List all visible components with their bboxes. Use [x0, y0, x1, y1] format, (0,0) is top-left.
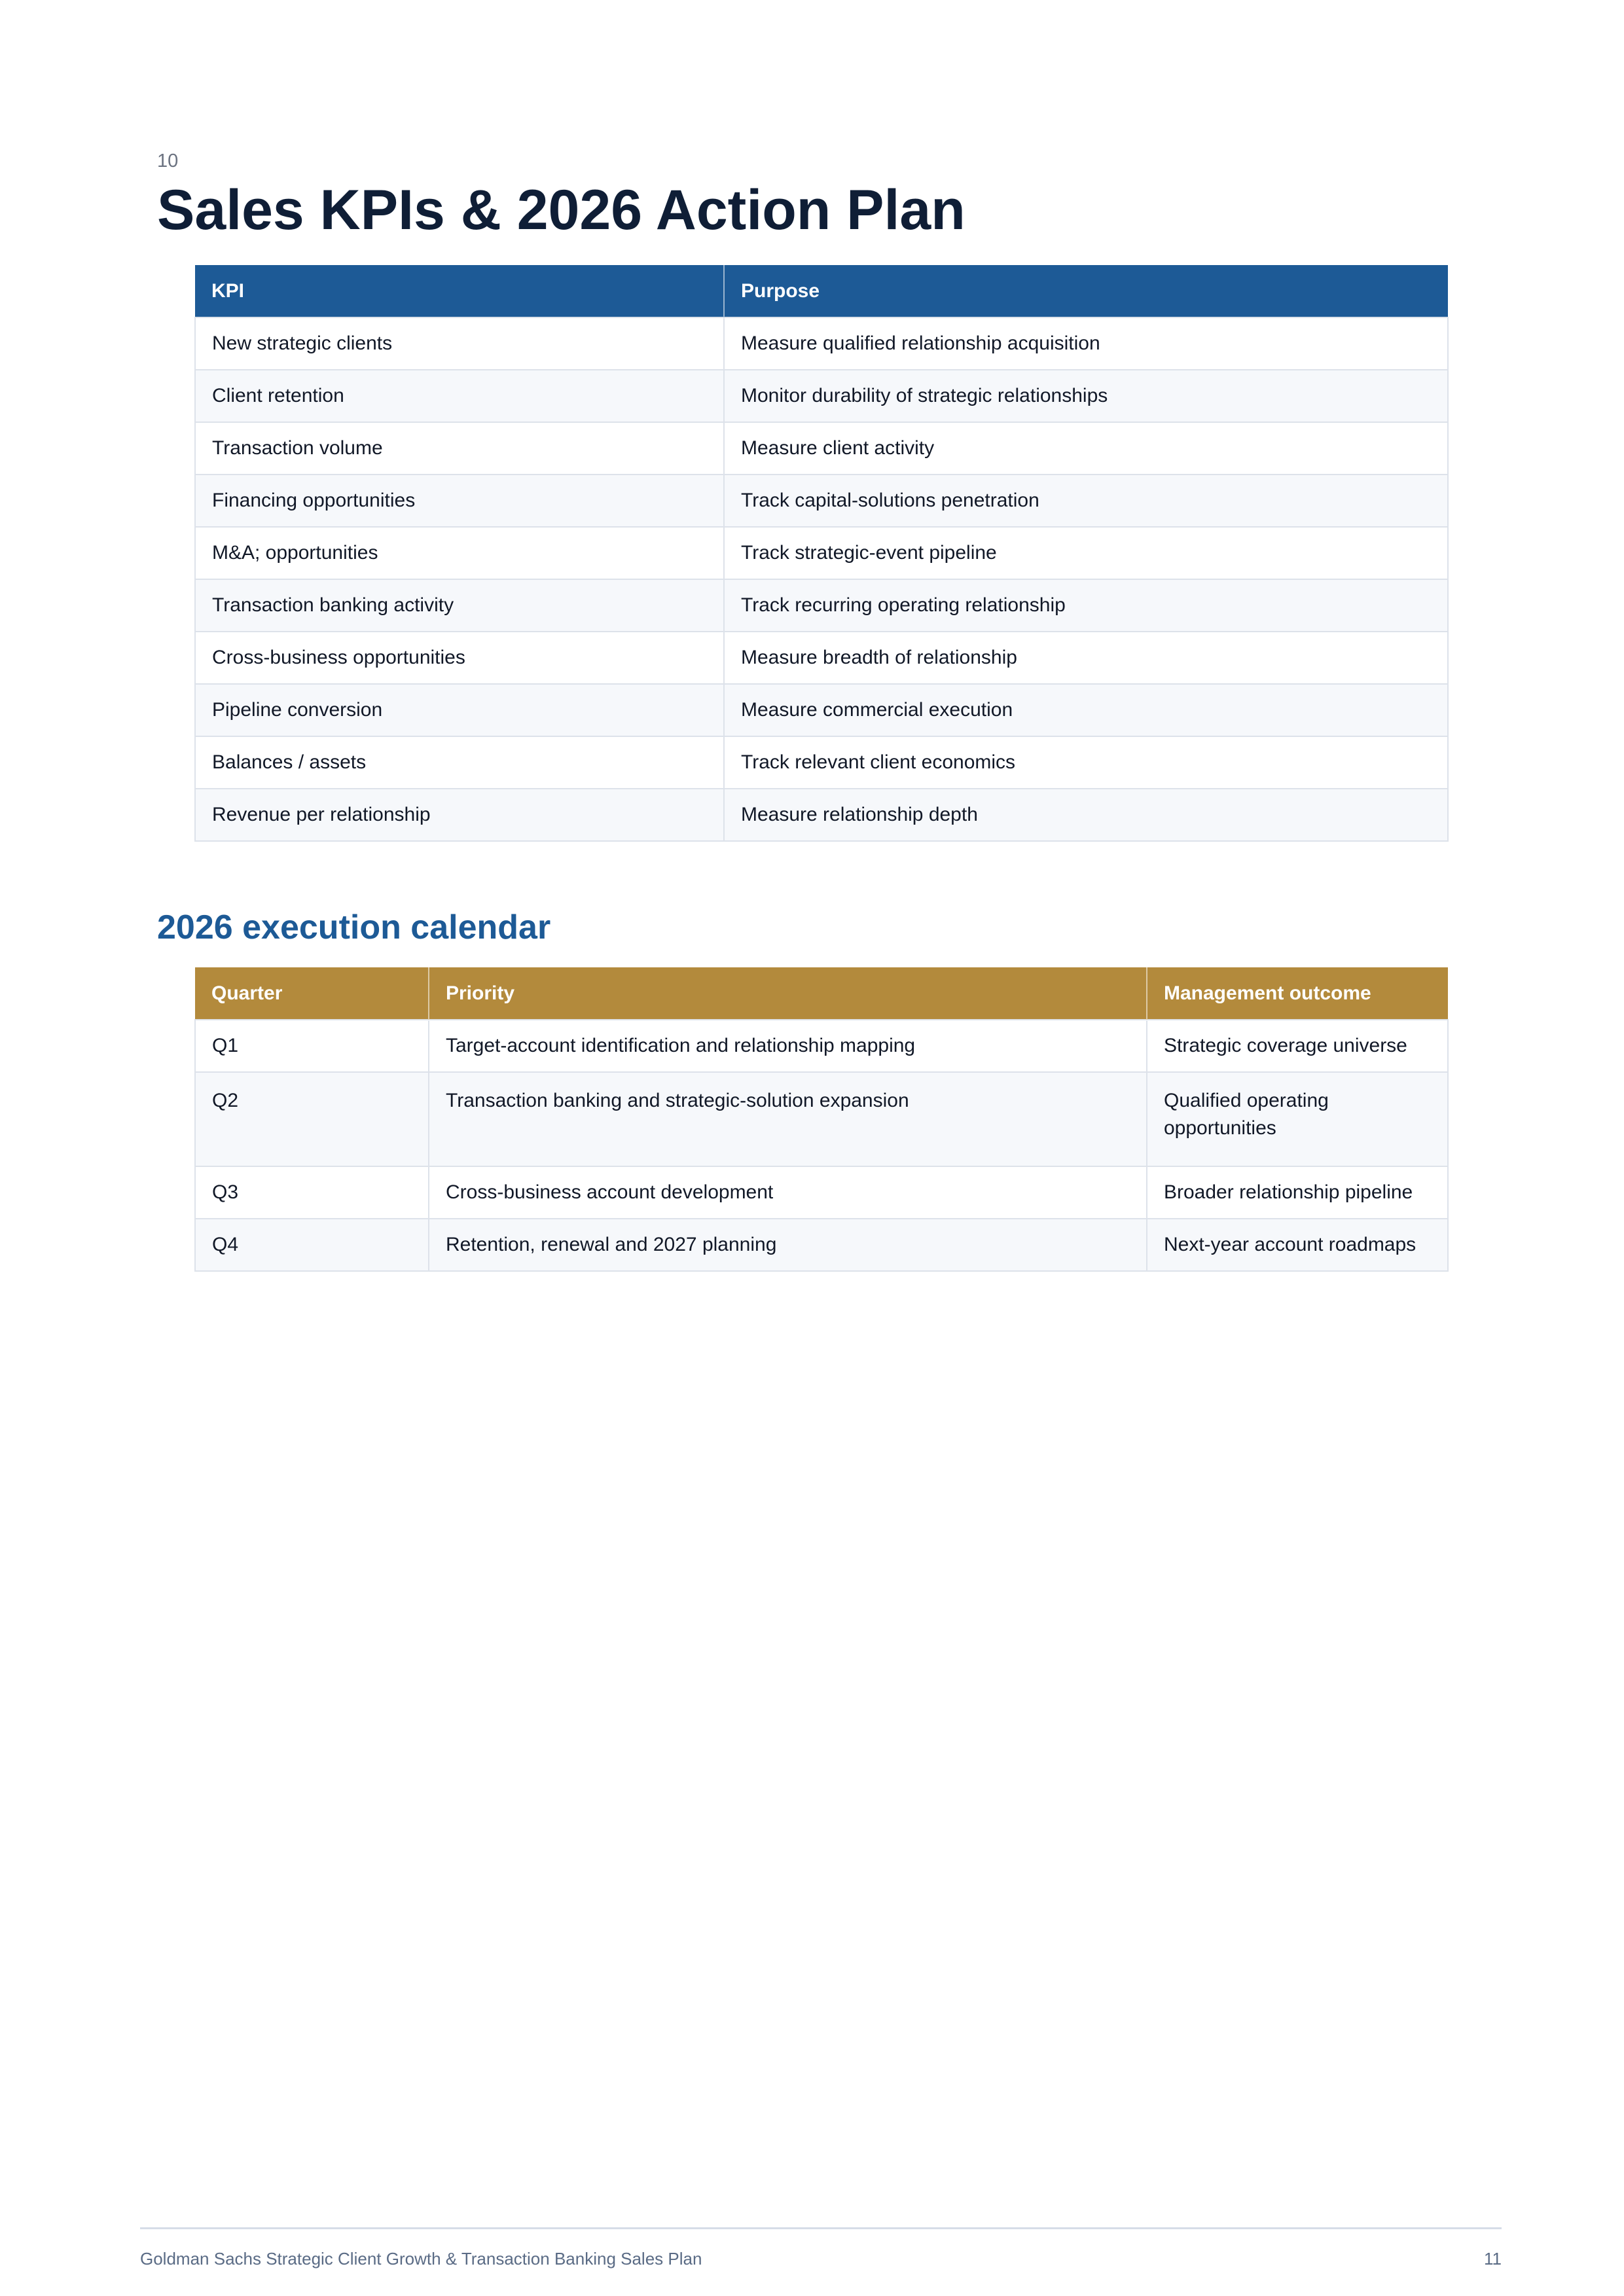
- execution-calendar-table: [194, 967, 1449, 1272]
- purpose-cell: Track capital-solutions penetration: [724, 475, 1448, 527]
- purpose-cell: Track relevant client economics: [724, 736, 1448, 789]
- table-row: [195, 422, 1448, 475]
- kpi-column-header: KPI: [195, 265, 724, 317]
- quarter-cell: Q4: [195, 1219, 429, 1271]
- kpi-cell: Revenue per relationship: [195, 789, 724, 841]
- purpose-cell: Measure client activity: [724, 422, 1448, 475]
- purpose-cell: Measure qualified relationship acquisition: [724, 317, 1448, 370]
- calendar-header-row: [195, 967, 1448, 1020]
- section-number: 10: [157, 151, 179, 171]
- page-title: Sales KPIs & 2026 Action Plan: [157, 179, 965, 242]
- footer-page-number: 11: [1484, 2249, 1502, 2269]
- table-row: [195, 632, 1448, 684]
- table-row: [195, 1219, 1448, 1271]
- purpose-cell: Track recurring operating relationship: [724, 579, 1448, 632]
- purpose-cell: Track strategic-event pipeline: [724, 527, 1448, 579]
- kpi-cell: Transaction banking activity: [195, 579, 724, 632]
- table-row: [195, 475, 1448, 527]
- quarter-cell: Q1: [195, 1020, 429, 1072]
- footer-divider: [140, 2227, 1502, 2229]
- outcome-cell: Broader relationship pipeline: [1147, 1166, 1448, 1219]
- priority-cell: Cross-business account development: [429, 1166, 1147, 1219]
- kpi-table: [194, 265, 1449, 842]
- table-row: [195, 1020, 1448, 1072]
- table-row: [195, 736, 1448, 789]
- table-row: [195, 684, 1448, 736]
- kpi-cell: New strategic clients: [195, 317, 724, 370]
- kpi-cell: Client retention: [195, 370, 724, 422]
- priority-column-header: Priority: [429, 967, 1147, 1020]
- kpi-cell: Financing opportunities: [195, 475, 724, 527]
- table-row: [195, 370, 1448, 422]
- kpi-cell: Transaction volume: [195, 422, 724, 475]
- outcome-column-header: Management outcome: [1147, 967, 1448, 1020]
- priority-cell: Retention, renewal and 2027 planning: [429, 1219, 1147, 1271]
- priority-cell: Transaction banking and strategic-solution expansion: [429, 1072, 1147, 1166]
- purpose-cell: Measure breadth of relationship: [724, 632, 1448, 684]
- priority-cell: Target-account identification and relationship mapping: [429, 1020, 1147, 1072]
- table-row: [195, 1072, 1448, 1166]
- outcome-cell: Next-year account roadmaps: [1147, 1219, 1448, 1271]
- table-row: [195, 579, 1448, 632]
- quarter-cell: Q3: [195, 1166, 429, 1219]
- purpose-cell: Measure commercial execution: [724, 684, 1448, 736]
- kpi-cell: M&A; opportunities: [195, 527, 724, 579]
- outcome-cell: Strategic coverage universe: [1147, 1020, 1448, 1072]
- kpi-cell: Balances / assets: [195, 736, 724, 789]
- table-row: [195, 789, 1448, 841]
- footer-document-title: Goldman Sachs Strategic Client Growth & Transaction Banking Sales Plan: [140, 2249, 702, 2269]
- kpi-table-header-row: [195, 265, 1448, 317]
- outcome-cell: Qualified operating opportunities: [1147, 1072, 1448, 1166]
- purpose-cell: Measure relationship depth: [724, 789, 1448, 841]
- quarter-cell: Q2: [195, 1072, 429, 1166]
- table-row: [195, 317, 1448, 370]
- purpose-column-header: Purpose: [724, 265, 1448, 317]
- purpose-cell: Monitor durability of strategic relationships: [724, 370, 1448, 422]
- kpi-cell: Pipeline conversion: [195, 684, 724, 736]
- kpi-cell: Cross-business opportunities: [195, 632, 724, 684]
- quarter-column-header: Quarter: [195, 967, 429, 1020]
- table-row: [195, 527, 1448, 579]
- table-row: [195, 1166, 1448, 1219]
- calendar-title: 2026 execution calendar: [157, 908, 551, 946]
